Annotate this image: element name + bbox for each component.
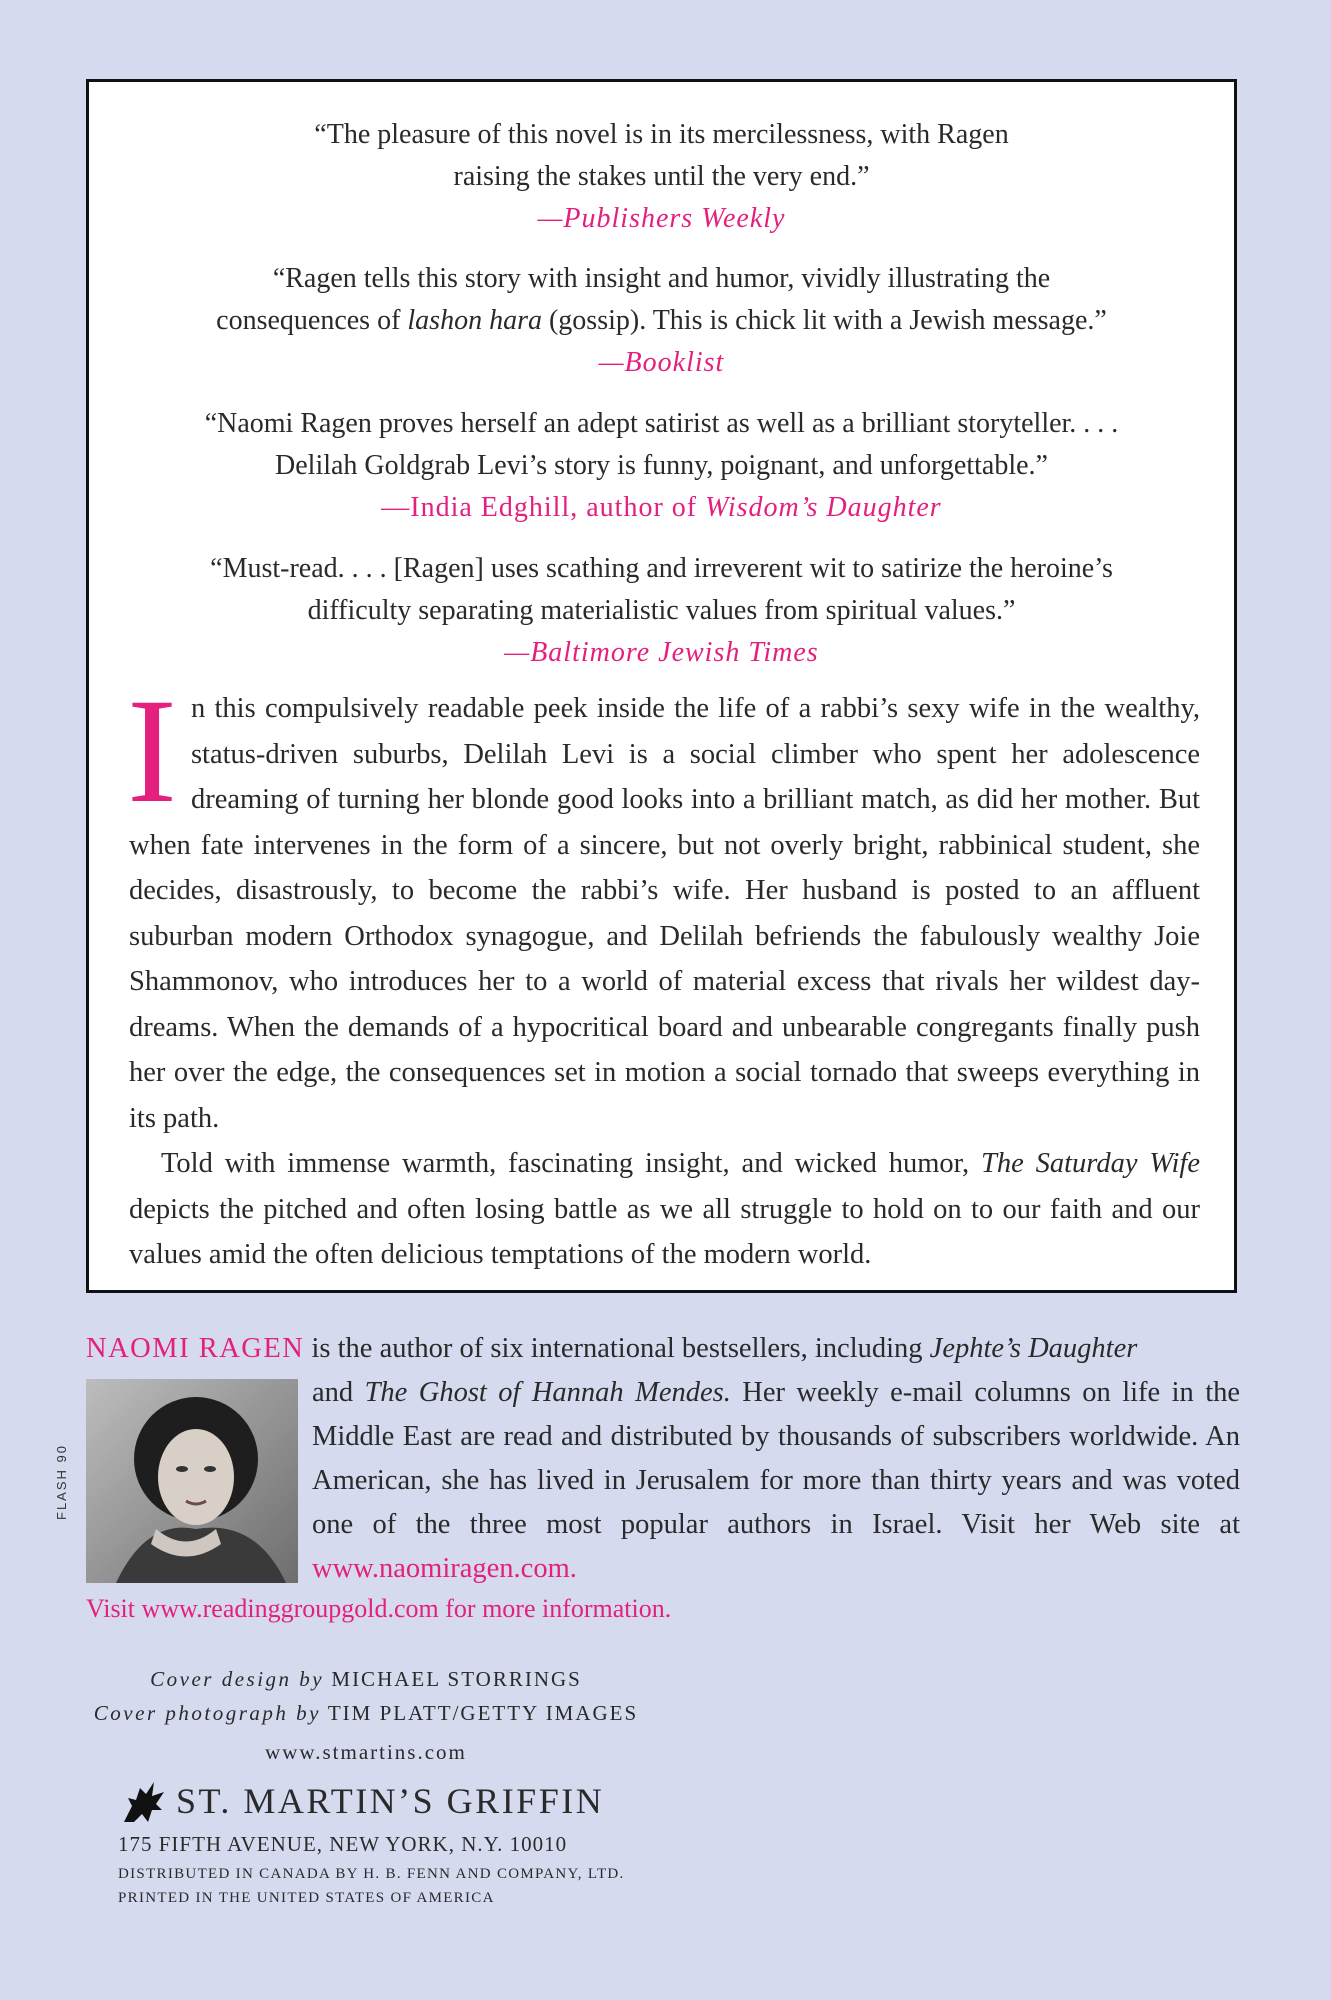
credit-label: Cover photograph by — [93, 1701, 321, 1725]
quote-text-part: (gossip). This is chick lit with a Jewish message.” — [541, 305, 1107, 336]
publisher-address: 175 FIFTH AVENUE, NEW YORK, N.Y. 10010 — [118, 1832, 568, 1856]
quote-text-line: “The pleasure of this novel is in its mercilessness, with Ragen — [314, 119, 1009, 150]
reading-group-link[interactable]: Visit www.readinggroupgold.com for more information. — [86, 1594, 672, 1623]
credit-name: TIM PLATT/GETTY IMAGES — [327, 1701, 639, 1725]
cover-design-credit — [86, 1667, 646, 1692]
griffin-logo-icon — [118, 1776, 170, 1828]
quote-italic-term: lashon hara — [407, 305, 542, 336]
book-title: Jephte’s Daughter — [929, 1333, 1138, 1364]
quote-source-title: Wisdom’s Daughter — [705, 492, 942, 523]
publisher-name: ST. MARTIN’S GRIFFIN — [176, 1781, 605, 1821]
quote-source-part: —India Edghill, author of — [381, 492, 706, 523]
author-bio-text: Her weekly e-mail columns on life in the Middle East are read and distributed by thousands of subscribers worldwide. An American, she has lived in Jerusalem for more than thirty years and was voted one of the three most popular authors in Israel. Visit her Web site at — [312, 1377, 1241, 1540]
credit-name: MICHAEL STORRINGS — [331, 1667, 582, 1691]
review-panel — [86, 79, 1237, 1293]
photo-credit: FLASH 90 — [54, 1444, 69, 1520]
publisher-block — [118, 1780, 638, 1830]
quote-source: —Publishers Weekly — [537, 203, 786, 234]
author-name: NAOMI RAGEN — [86, 1333, 305, 1364]
canada-distribution: DISTRIBUTED IN CANADA BY H. B. FENN AND COMPANY, LTD. — [118, 1866, 625, 1882]
quote-text-line: raising the stakes until the very end.” — [453, 161, 870, 192]
quote-text-line: “Naomi Ragen proves herself an adept satirist as well as a brilliant storyteller. . . . — [204, 408, 1119, 439]
author-portrait-illustration — [86, 1379, 298, 1583]
quote-source — [89, 487, 1234, 529]
author-bio-first-line — [86, 1327, 1246, 1371]
description-paragraph-2 — [129, 1141, 1200, 1278]
quote-text-line — [89, 300, 1234, 342]
author-bio-text: is the author of six international bestsellers, including — [304, 1333, 930, 1364]
credit-label: Cover design by — [150, 1667, 325, 1691]
printed-in: PRINTED IN THE UNITED STATES OF AMERICA — [118, 1890, 495, 1906]
description-text: Told with immense warmth, fascinating insight, and wicked humor, — [161, 1148, 981, 1179]
book-title: The Ghost of Hannah Mendes. — [364, 1377, 731, 1408]
description-text: n this compulsively readable peek inside the life of a rabbi’s sexy wife in the wealthy, status-driven suburbs, Delilah Levi is a social climber who spent her adolescence dreaming of turning her blonde good looks into a brilliant match, as did her mother. But when fate intervenes in the form of a sincere, but not overly bright, rabbinical student, she decides, disastrously, to become the rabbi’s wife. Her husband is posted to an affluent suburban modern Orthodox synagogue, and Delilah befriends the fabulously wealthy Joie Shammonov, who introduces her to a world of material excess that rivals her wildest day-dreams. When the demands of a hypocritical board and unbearable congregants finally push her over the edge, the consequences set in motion a social tornado that sweeps everything in its path. — [129, 693, 1200, 1134]
cover-photo-credit — [86, 1701, 646, 1726]
description-text: depicts the pitched and often losing battle as we all struggle to hold on to our faith and our values amid the often delicious temptations of the modern world. — [129, 1193, 1200, 1270]
quote-text-part: consequences of — [216, 305, 408, 336]
quote-publishers-weekly — [89, 114, 1234, 240]
quote-text-line: difficulty separating materialistic values from spiritual values.” — [307, 595, 1016, 626]
book-title: The Saturday Wife — [981, 1148, 1200, 1179]
quote-text-line: “Ragen tells this story with insight and humor, vividly illustrating the — [272, 263, 1051, 294]
quote-india-edghill — [89, 403, 1234, 529]
description-paragraph-1 — [127, 668, 1200, 1141]
quote-text-line: Delilah Goldgrab Levi’s story is funny, poignant, and unforgettable.” — [275, 450, 1048, 481]
author-bio-body — [312, 1371, 1240, 1591]
book-description — [127, 668, 1200, 1278]
author-bio-text: and — [312, 1377, 365, 1408]
quote-source: —Booklist — [598, 347, 725, 378]
drop-cap: I — [127, 668, 177, 834]
author-website-link[interactable]: www.naomiragen.com. — [312, 1553, 577, 1584]
publisher-website[interactable]: www.stmartins.com — [265, 1740, 467, 1764]
author-photo — [86, 1379, 298, 1583]
quote-baltimore-jewish-times — [89, 548, 1234, 674]
quote-text-line: “Must-read. . . . [Ragen] uses scathing and irreverent wit to satirize the heroine’s — [210, 553, 1113, 584]
quote-source: —Baltimore Jewish Times — [504, 637, 819, 668]
quote-booklist — [89, 258, 1234, 384]
